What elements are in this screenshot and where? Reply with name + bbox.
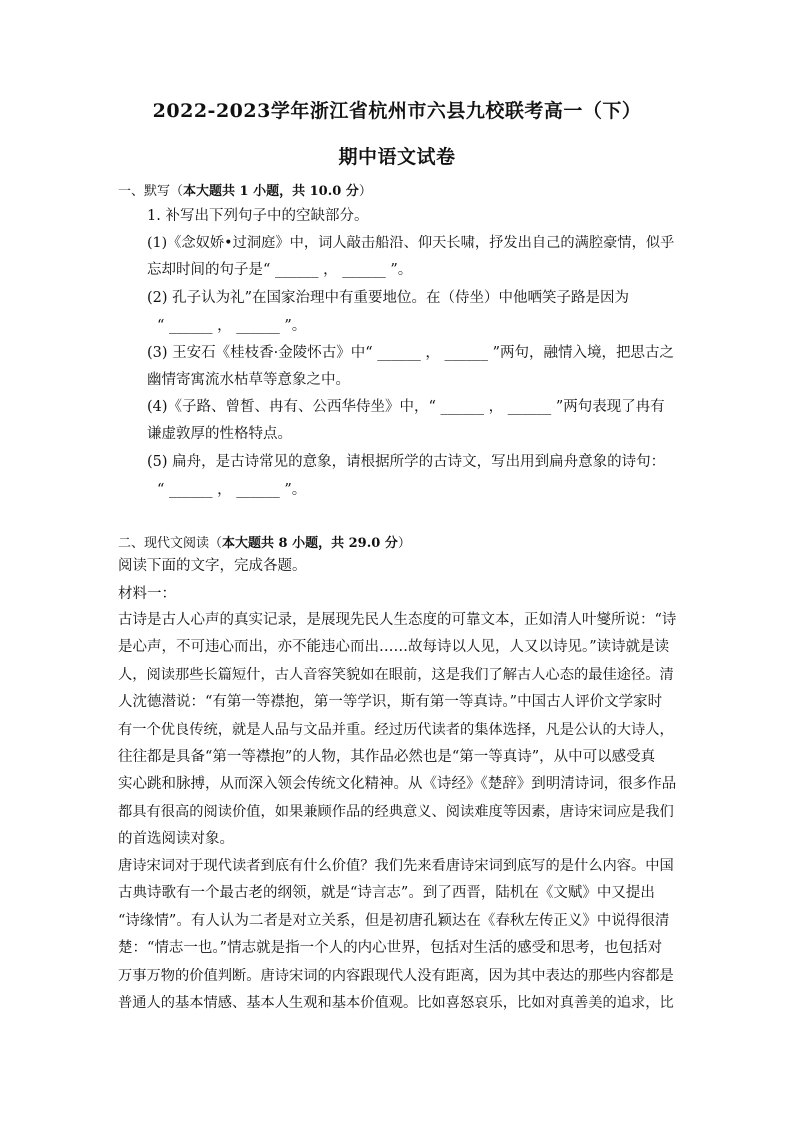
question-answer-line: “ ______ ， ______ ”。 — [157, 318, 307, 334]
passage-line: 古诗是古人心声的真实记录，是展现先民人生态度的可靠文本，正如清人叶燮所说：“诗 — [118, 612, 677, 628]
passage-line: 都具有很高的阅读价值，如果兼顾作品的经典意义、阅读难度等因素，唐诗宋词应是我们 — [118, 804, 674, 820]
material-label: 材料一： — [118, 586, 176, 602]
instruction-text: 阅读下面的文字，完成各题。 — [118, 558, 307, 574]
section-heading-dictation — [118, 180, 372, 199]
exam-subtitle: 期中语文试卷 — [338, 146, 456, 168]
question-line: (3) 王安石《桂枝香·金陵怀古》中“ ______ ， ______ ”两句，融情入境，把思古之 — [147, 345, 675, 361]
section-heading-detail: 本大题共 1 小题，共 10.0 分 — [183, 184, 359, 199]
section-heading-detail: 本大题共 8 小题，共 29.0 分 — [222, 536, 398, 551]
section-heading-suffix: ） — [397, 536, 411, 551]
passage-line: 人沈德潜说：“有第一等襟抱，第一等学识，斯有第一等真诗。”中国古人评价文学家时 — [118, 694, 663, 710]
exam-title: 2022-2023学年浙江省杭州市六县九校联考高一（下） — [152, 100, 642, 122]
section-heading-prefix: 一、默写（ — [118, 184, 184, 199]
passage-line: 的首选阅读对象。 — [118, 831, 234, 847]
passage-line: 楚：“情志一也。”情志就是指一个人的内心世界，包括对生活的感受和思考，也包括对 — [118, 940, 663, 956]
passage-line: 人，阅读那些长篇短什，古人音容笑貌如在眼前，这是我们了解古人心态的最佳途径。清 — [118, 667, 674, 683]
question-line: (4)《子路、曾皙、冉有、公西华侍坐》中，“ ______ ， ______ ”两句表现了冉有 — [147, 399, 665, 415]
passage-line: 实心跳和脉搏，从而深入领会传统文化精神。从《诗经》《楚辞》到明清诗词，很多作品 — [118, 776, 677, 792]
question-stem: 1. 补写出下列句子中的空缺部分。 — [147, 208, 369, 224]
question-line: (5) 扁舟，是古诗常见的意象，请根据所学的古诗文，写出用到扁舟意象的诗句： — [147, 454, 666, 470]
section-heading-suffix: ） — [358, 184, 372, 199]
passage-line: 有一个优良传统，就是人品与文品并重。经过历代读者的集体选择，凡是公认的大诗人， — [118, 722, 674, 738]
question-answer-line: “ ______ ， ______ ”。 — [157, 482, 307, 498]
passage-line: 普通人的基本情感、基本人生观和基本价值观。比如喜怒哀乐，比如对真善美的追求，比 — [118, 995, 674, 1011]
section-heading-prefix: 二、现代文阅读（ — [118, 536, 223, 551]
question-line: 幽情寄寓流水枯草等意象之中。 — [147, 372, 350, 388]
passage-line: 往往都是具备“第一等襟抱”的人物，其作品必然也是“第一等真诗”，从中可以感受真 — [118, 749, 656, 765]
passage-line: “诗缘情”。有人认为二者是对立关系，但是初唐孔颖达在《春秋左传正义》中说得很清 — [118, 913, 670, 929]
question-line: (2) 孔子认为礼”在国家治理中有重要地位。在（侍坐）中他哂笑子路是因为 — [147, 290, 630, 306]
question-line: 谦虚敦厚的性格特点。 — [147, 426, 292, 442]
section-heading-reading — [118, 532, 411, 551]
passage-line: 唐诗宋词对于现代读者到底有什么价值？我们先来看唐诗宋词到底写的是什么内容。中国 — [118, 858, 674, 874]
passage-line: 万事万物的价值判断。唐诗宋词的内容跟现代人没有距离，因为其中表达的那些内容都是 — [118, 968, 674, 984]
question-answer-line: 忘却时间的句子是“ ______ ， ______ ”。 — [147, 262, 413, 278]
passage-line: 是心声，不可违心而出，亦不能违心而出……故每诗以人见，人又以诗见。”读诗就是读 — [118, 639, 670, 655]
passage-line: 古典诗歌有一个最古老的纲领，就是“诗言志”。到了西晋，陆机在《文赋》中又提出 — [118, 885, 655, 901]
question-line: (1)《念奴娇•过洞庭》中，词人敲击船沿、仰天长啸，抒发出自己的满腔豪情，似乎 — [147, 235, 675, 251]
